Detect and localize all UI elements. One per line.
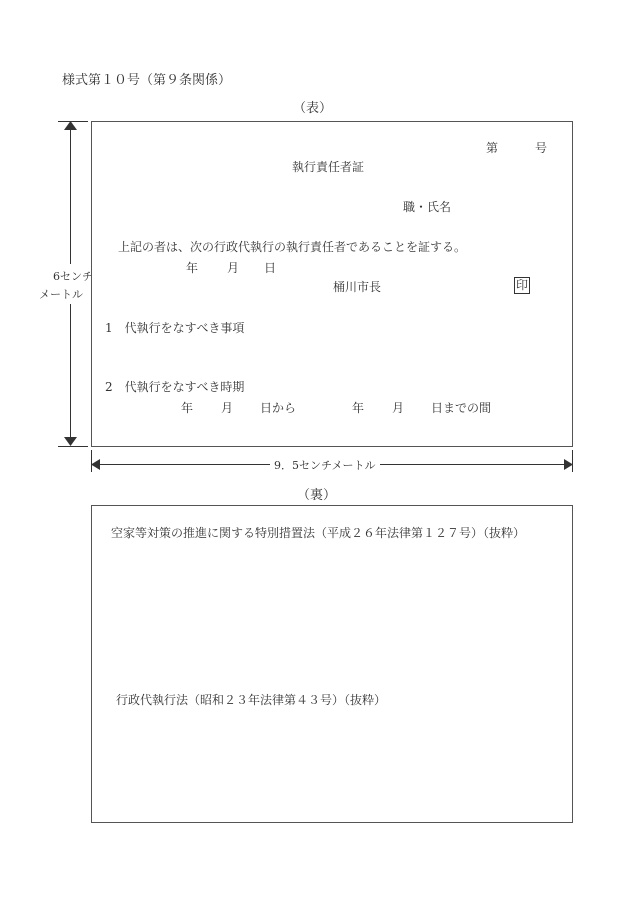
back-card <box>91 505 573 823</box>
arrow-up-icon <box>64 121 77 130</box>
issuer-name: 桶川市長 <box>333 280 382 294</box>
item-1: 1 代執行をなすべき事項 <box>105 321 245 335</box>
period-year-until: 年 <box>352 401 365 415</box>
date-day: 日 <box>264 261 277 275</box>
period-from: 日から <box>260 401 297 415</box>
item-2: 2 代執行をなすべき時期 <box>105 380 245 394</box>
period-month-until: 月 <box>392 401 405 415</box>
period-month-from: 月 <box>221 401 234 415</box>
number-label-dai: 第 <box>486 141 499 155</box>
date-year: 年 <box>186 261 199 275</box>
arrow-right-icon <box>564 459 573 470</box>
number-label-go: 号 <box>535 141 548 155</box>
law-excerpt-1: 空家等対策の推進に関する特別措置法（平成２６年法律第１２７号）（抜粋） <box>111 526 526 540</box>
back-heading: （裏） <box>297 488 337 503</box>
arrow-left-icon <box>91 459 100 470</box>
width-label: 9．5センチメートル <box>270 457 380 473</box>
front-heading: （表） <box>293 101 333 116</box>
law-excerpt-2: 行政代執行法（昭和２３年法律第４３号）（抜粋） <box>116 693 387 707</box>
position-name-label: 職・氏名 <box>403 200 452 214</box>
height-label-line1: 6センチ <box>53 270 93 283</box>
height-label-line2: メートル <box>39 288 83 301</box>
arrow-down-icon <box>64 437 77 446</box>
seal-mark: 印 <box>516 278 529 292</box>
period-year-from: 年 <box>181 401 194 415</box>
form-label: 様式第１０号（第９条関係） <box>62 73 232 88</box>
certificate-title: 執行責任者証 <box>292 160 365 174</box>
certify-text: 上記の者は、次の行政代執行の執行責任者であることを証する。 <box>118 240 467 254</box>
period-until: 日までの間 <box>431 401 492 415</box>
date-month: 月 <box>227 261 240 275</box>
